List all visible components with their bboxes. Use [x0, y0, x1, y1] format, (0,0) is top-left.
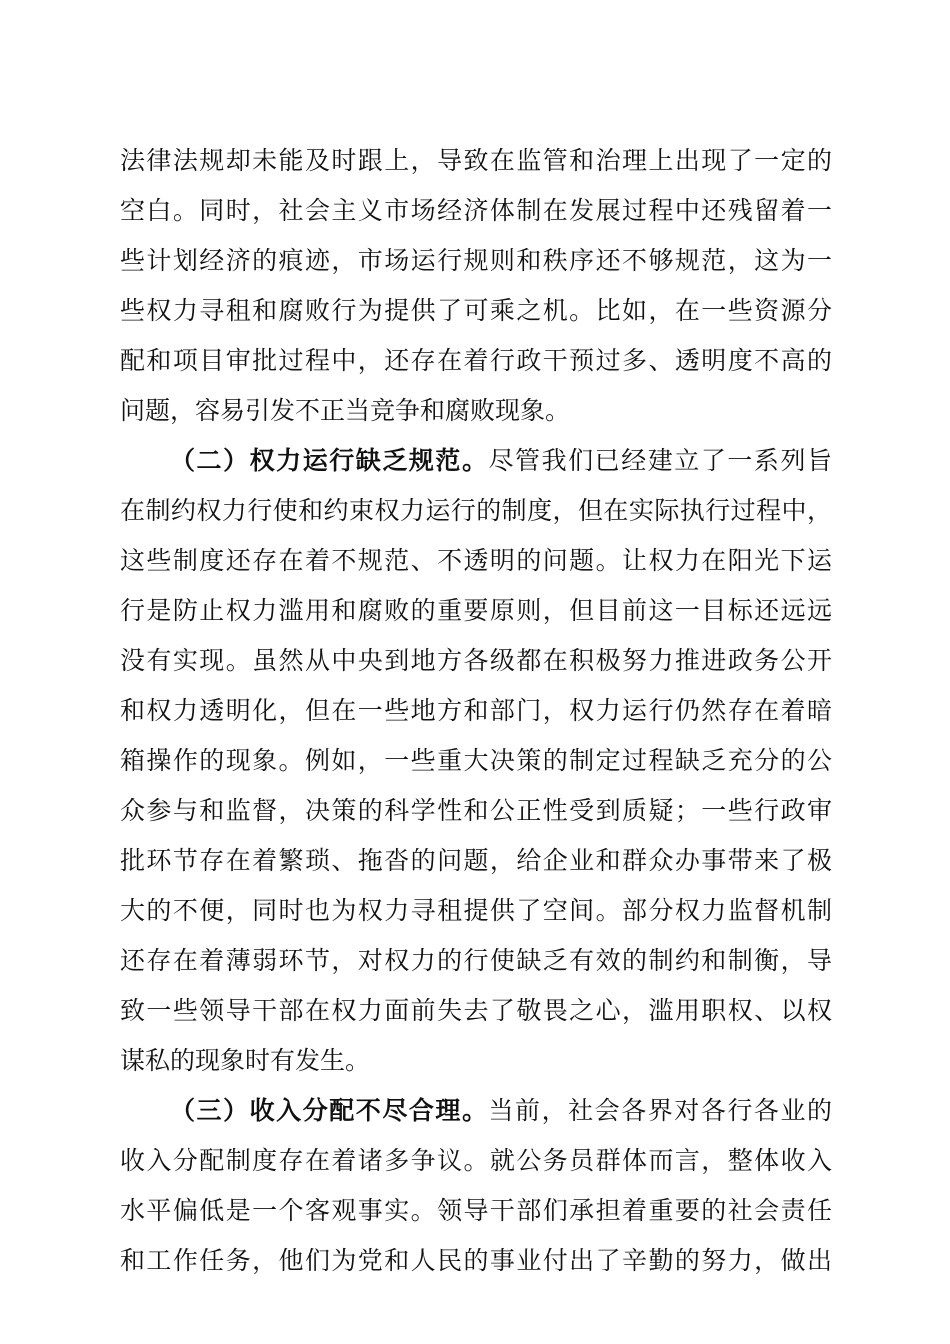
paragraph-2-heading: （二）权力运行缺乏规范。: [170, 446, 489, 475]
paragraph-1-line-3: 些计划经济的痕迹，市场运行规则和秩序还不够规范，这为一: [120, 246, 832, 275]
paragraph-1-line-5: 配和项目审批过程中，还存在着行政干预过多、透明度不高的: [120, 346, 832, 375]
paragraph-1-line-1: 法律法规却未能及时跟上，导致在监管和治理上出现了一定的: [120, 146, 832, 175]
paragraph-3-first-line-text: 当前，社会各界对各行各业的: [488, 1096, 832, 1125]
paragraph-1-line-2: 空白。同时，社会主义市场经济体制在发展过程中还残留着一: [120, 196, 832, 225]
paragraph-2-line-3: 这些制度还存在着不规范、不透明的问题。让权力在阳光下运: [120, 546, 832, 575]
paragraph-1-line-4: 些权力寻租和腐败行为提供了可乘之机。比如，在一些资源分: [120, 296, 832, 325]
paragraph-2-line-5: 没有实现。虽然从中央到地方各级都在积极努力推进政务公开: [120, 646, 832, 675]
paragraph-2-line-12: 致一些领导干部在权力面前失去了敬畏之心，滥用职权、以权: [120, 996, 832, 1025]
paragraph-3-first-line: [170, 1093, 832, 1129]
paragraph-3-line-4: 和工作任务，他们为党和人民的事业付出了辛勤的努力，做出: [120, 1246, 832, 1275]
paragraph-2-first-line-text: 尽管我们已经建立了一系列旨: [488, 446, 832, 475]
paragraph-2-line-9: 批环节存在着繁琐、拖沓的问题，给企业和群众办事带来了极: [120, 846, 832, 875]
paragraph-3-line-3: 水平偏低是一个客观事实。领导干部们承担着重要的社会责任: [120, 1196, 832, 1225]
paragraph-2-line-6: 和权力透明化，但在一些地方和部门，权力运行仍然存在着暗: [120, 696, 832, 725]
paragraph-1-line-6: 问题，容易引发不正当竞争和腐败现象。: [120, 396, 571, 425]
paragraph-2-line-4: 行是防止权力滥用和腐败的重要原则，但目前这一目标还远远: [120, 596, 832, 625]
paragraph-2-first-line: [170, 443, 832, 479]
paragraph-3-line-2: 收入分配制度存在着诸多争议。就公务员群体而言，整体收入: [120, 1146, 832, 1175]
paragraph-2-line-8: 众参与和监督，决策的科学性和公正性受到质疑；一些行政审: [120, 796, 832, 825]
paragraph-2-line-11: 还存在着薄弱环节，对权力的行使缺乏有效的制约和制衡，导: [120, 946, 832, 975]
paragraph-2-line-13: 谋私的现象时有发生。: [120, 1046, 371, 1075]
paragraph-3-heading: （三）收入分配不尽合理。: [170, 1096, 489, 1125]
paragraph-2-line-2: 在制约权力行使和约束权力运行的制度，但在实际执行过程中，: [120, 496, 832, 525]
paragraph-2-line-10: 大的不便，同时也为权力寻租提供了空间。部分权力监督机制: [120, 896, 832, 925]
paragraph-2-line-7: 箱操作的现象。例如，一些重大决策的制定过程缺乏充分的公: [120, 746, 832, 775]
